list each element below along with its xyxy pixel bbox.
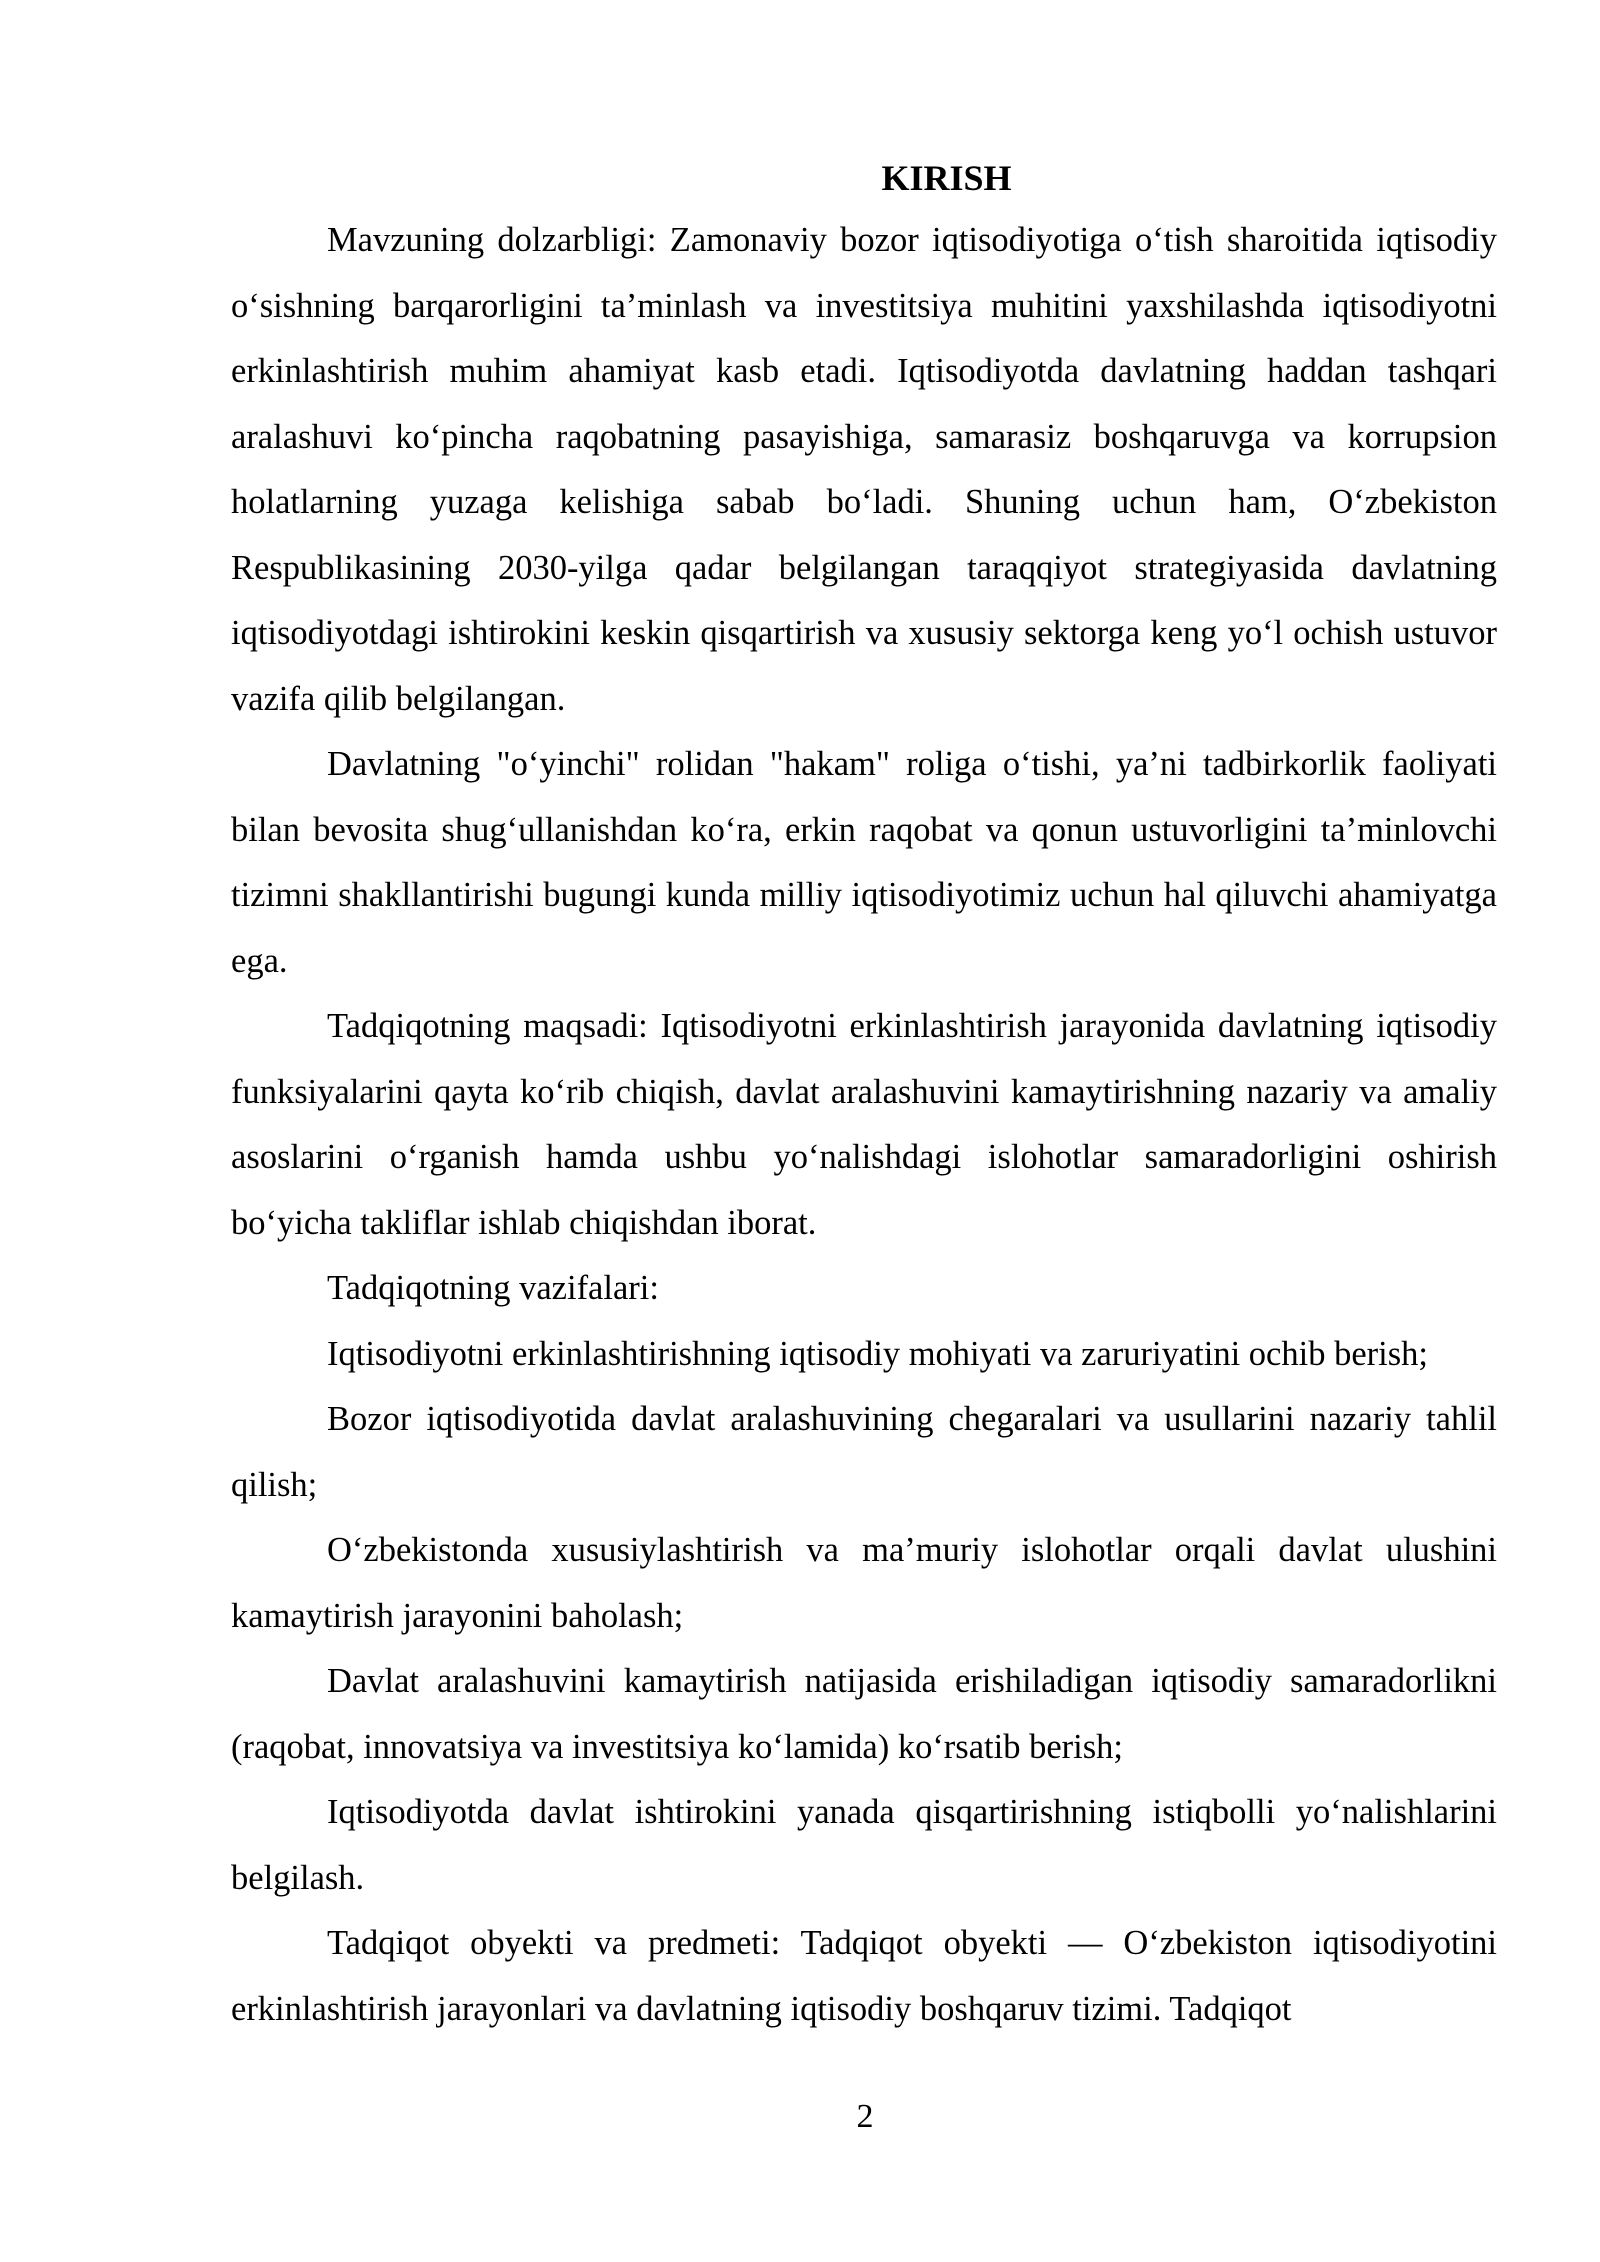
page-number: 2 — [856, 2098, 874, 2135]
paragraph-research-object: Tadqiqot obyekti va predmeti: Tadqiqot obyekti — O‘zbekiston iqtisodiyotini erkinlashtirish jarayonlari va davlatning iqtisodiy boshqaruv tizimi. Tadqiqot — [231, 1924, 1497, 2028]
paragraph-task-2: Bozor iqtisodiyotida davlat aralashuvining chegaralari va usullarini nazariy tahlil qilish; — [231, 1400, 1497, 1504]
paragraph-tasks-heading: Tadqiqotning vazifalari: — [327, 1269, 659, 1307]
document-body — [231, 150, 1497, 2042]
paragraph-research-goal: Tadqiqotning maqsadi: Iqtisodiyotni erkinlashtirish jarayonida davlatning iqtisodiy funksiyalarini qayta ko‘rib chiqish, davlat aralashuvini kamaytirishning nazariy va amaliy asoslarini o‘rganish hamda ushbu yo‘nalishdagi islohotlar samaradorligini oshirish bo‘yicha takliflar ishlab chiqishdan iborat. — [231, 1007, 1497, 1242]
paragraph-task-1: Iqtisodiyotni erkinlashtirishning iqtisodiy mohiyati va zaruriyatini ochib berish; — [327, 1334, 1428, 1373]
paragraph-task-3: O‘zbekistonda xususiylashtirish va ma’muriy islohotlar orqali davlat ulushini kamaytirish jarayonini baholash; — [231, 1531, 1497, 1635]
paragraph-task-5: Iqtisodiyotda davlat ishtirokini yanada qisqartirishning istiqbolli yo‘nalishlarini belgilash. — [231, 1793, 1497, 1897]
paragraph-state-role: Davlatning "o‘yinchi" rolidan "hakam" roliga o‘tishi, ya’ni tadbirkorlik faoliyati bilan bevosita shug‘ullanishdan ko‘ra, erkin raqobat va qonun ustuvorligini ta’minlovchi tizimni shakllantirishi bugungi kunda milliy iqtisodiyotimiz uchun hal qiluvchi ahamiyatga ega. — [231, 745, 1497, 980]
paragraph-task-4: Davlat aralashuvini kamaytirish natijasida erishiladigan iqtisodiy samaradorlikni (raqobat, innovatsiya va investitsiya ko‘lamida) ko‘rsatib berish; — [231, 1662, 1497, 1766]
section-title: KIRISH — [881, 158, 1012, 198]
paragraph-relevance: Mavzuning dolzarbligi: Zamonaviy bozor iqtisodiyotiga o‘tish sharoitida iqtisodiy o‘sishning barqarorligini ta’minlash va investitsiya muhitini yaxshilashda iqtisodiyotni erkinlashtirish muhim ahamiyat kasb etadi. Iqtisodiyotda davlatning haddan tashqari aralashuvi ko‘pincha raqobatning pasayishiga, samarasiz boshqaruvga va korrupsion holatlarning yuzaga kelishiga sabab bo‘ladi. Shuning uchun ham, O‘zbekiston Respublikasining 2030-yilga qadar belgilangan taraqqiyot strategiyasida davlatning iqtisodiyotdagi ishtirokini keskin qisqartirish va xususiy sektorga keng yo‘l ochish ustuvor vazifa qilib belgilangan. — [231, 221, 1497, 718]
